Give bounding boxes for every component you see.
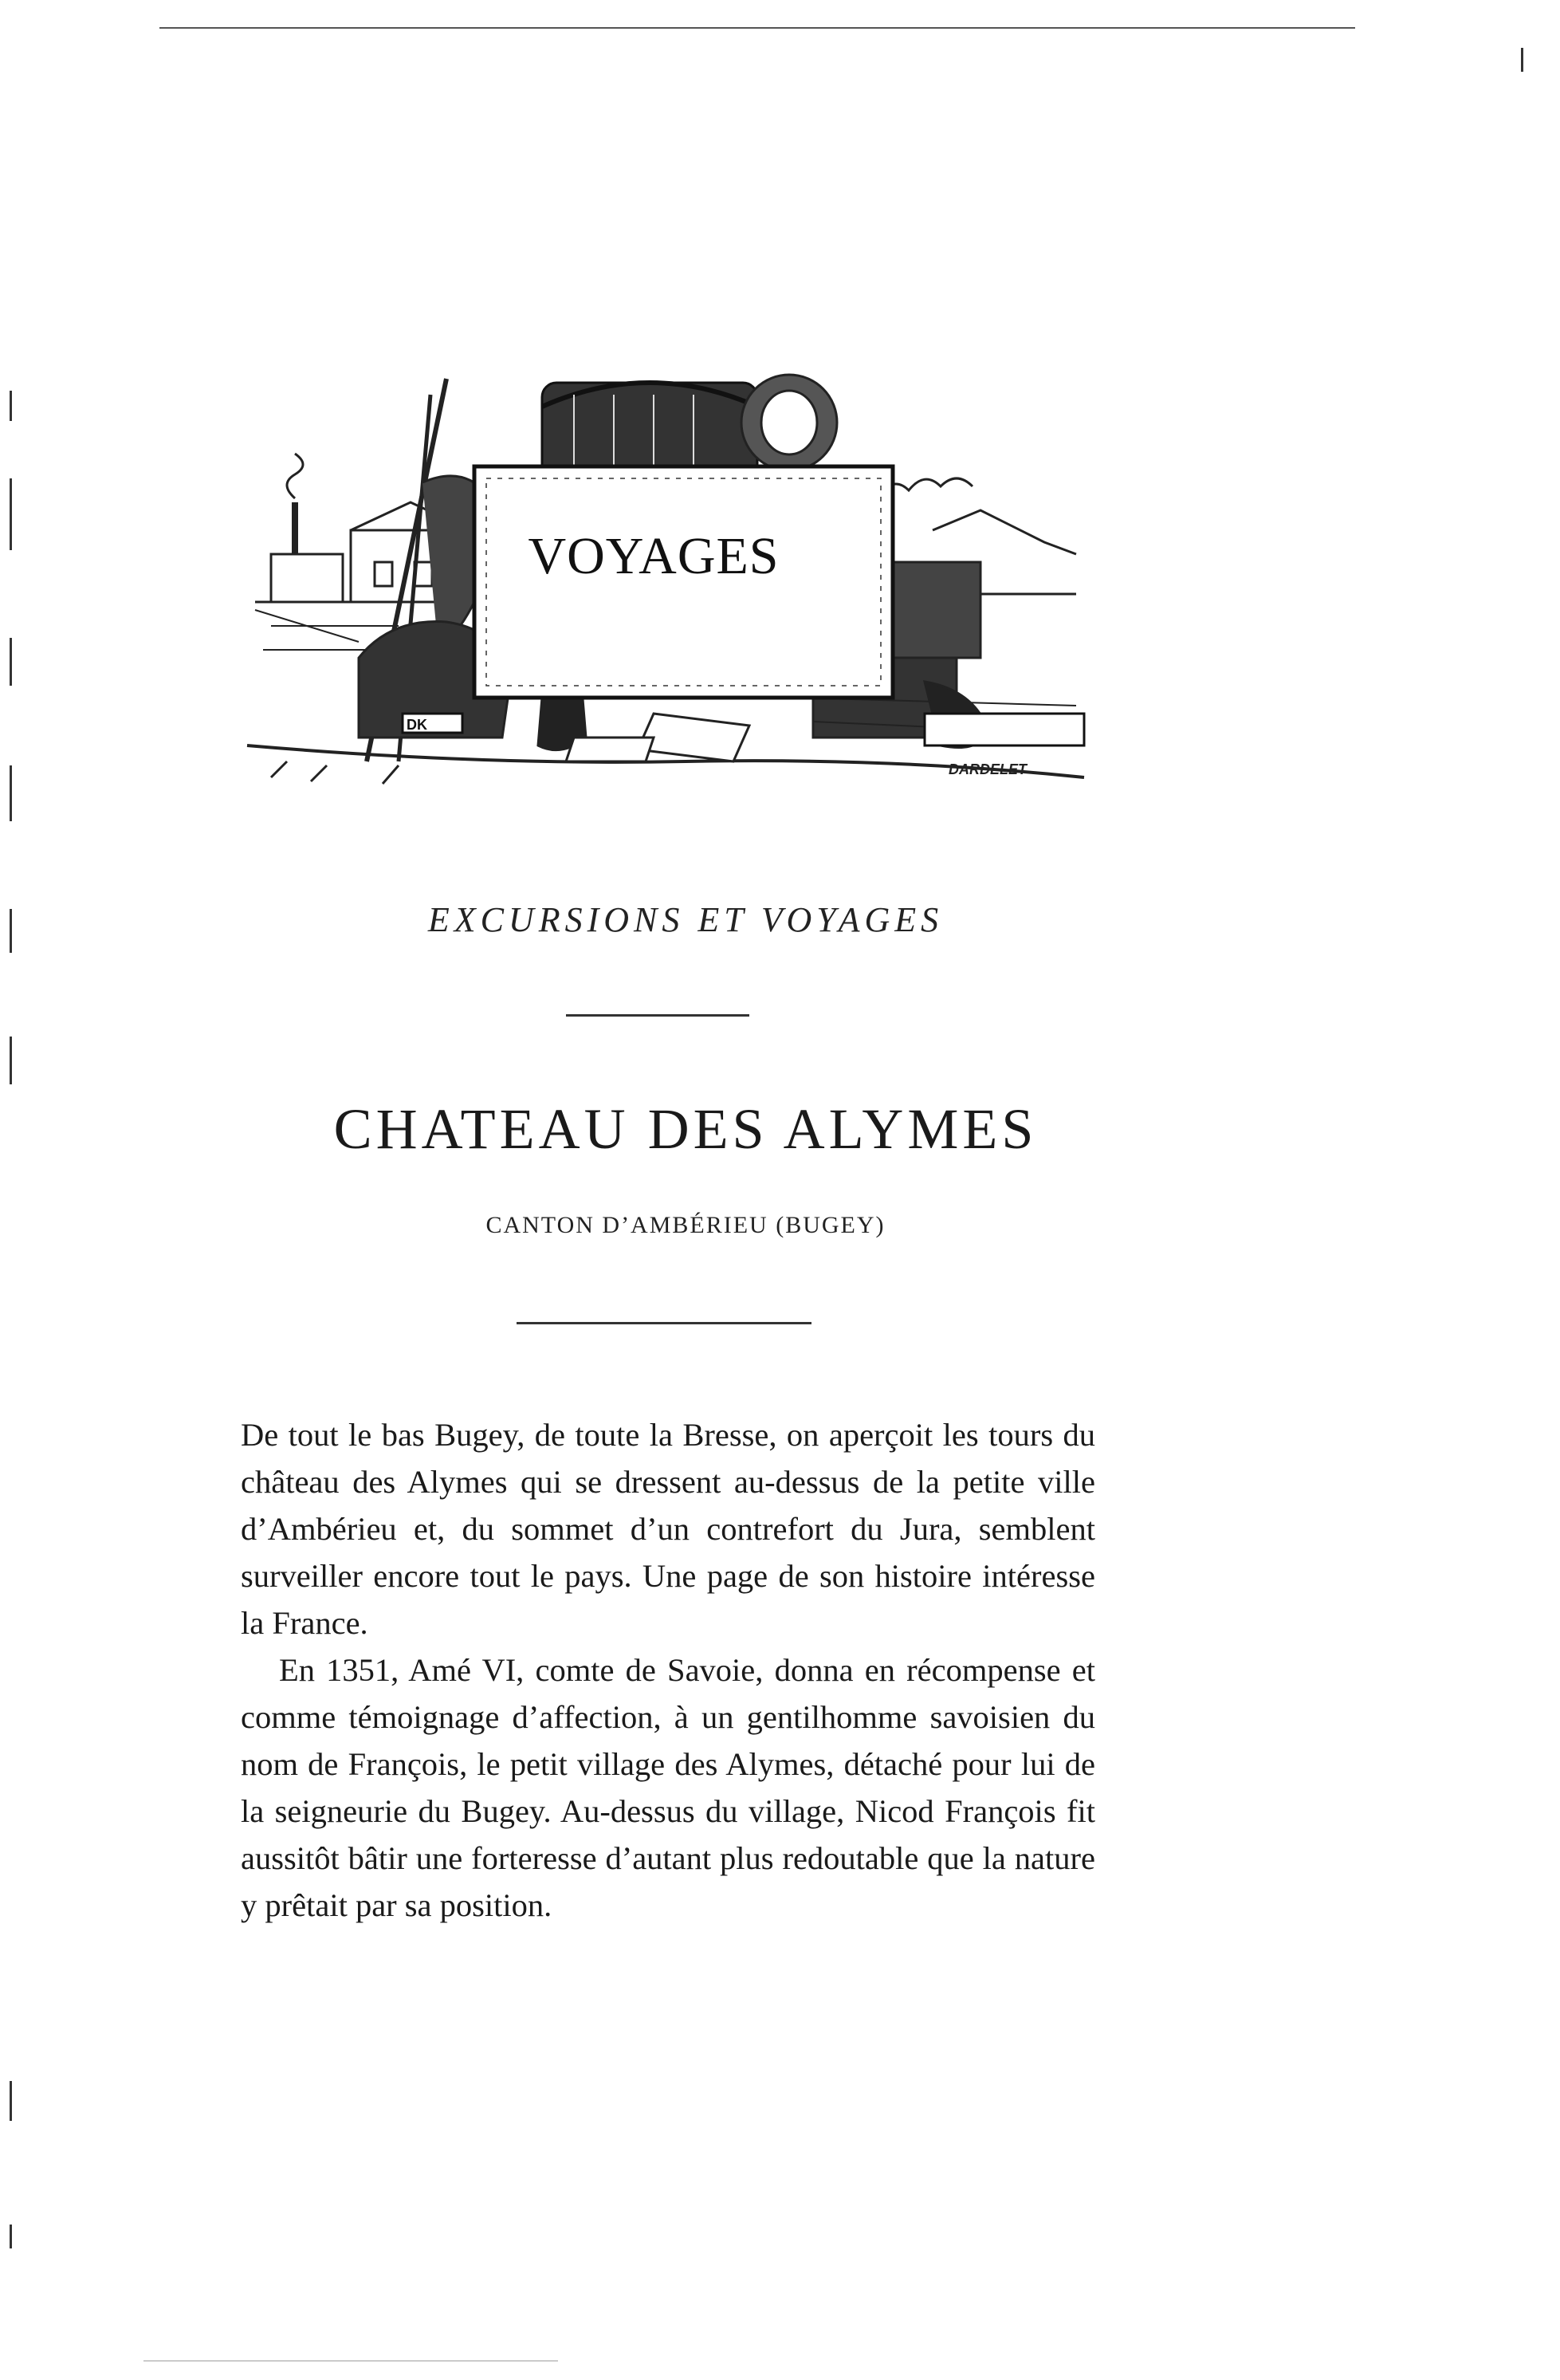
page-title: CHATEAU DES ALYMES (333, 1097, 1038, 1161)
margin-mark (10, 1037, 12, 1084)
margin-mark (10, 909, 12, 953)
margin-mark (10, 638, 12, 686)
margin-mark (10, 391, 12, 421)
luggage-tag-text: DK (407, 717, 427, 733)
paragraph: En 1351, Amé VI, comte de Savoie, donna en récompense et comme témoignage d’affection, à un gentilhomme savoisien du nom de François, le petit village des Alymes, détaché pour lui de la seigneurie du Bugey. Au-dessus du village, Nicod François fit aussitôt bâtir une forteresse d’autant plus redoutable que la nature y prêtait par sa position. (241, 1652, 1095, 1923)
top-border-line (159, 27, 1355, 29)
scan-dust (143, 2360, 558, 2362)
page-subtitle: CANTON D’AMBÉRIEU (BUGEY) (485, 1212, 886, 1238)
margin-mark (10, 2081, 12, 2121)
margin-mark (10, 478, 12, 550)
engraver-signature: DARDELET (949, 761, 1027, 777)
vignette-title: VOYAGES (528, 527, 780, 585)
margin-mark (10, 2225, 12, 2248)
margin-mark (1521, 48, 1523, 72)
margin-mark (10, 765, 12, 821)
divider-rule (517, 1322, 811, 1324)
paragraph: De tout le bas Bugey, de toute la Bresse, on aperçoit les tours du château des Alymes qui se dressent au-dessus de la petite ville d’Ambérieu et, du sommet d’un contrefort du Jura, semblent surveiller encore tout le pays. Une page de son histoire intéresse la France. (241, 1417, 1095, 1641)
section-heading: EXCURSIONS ET VOYAGES (427, 900, 944, 939)
article-body (241, 1411, 1095, 1929)
divider-rule (566, 1014, 749, 1017)
